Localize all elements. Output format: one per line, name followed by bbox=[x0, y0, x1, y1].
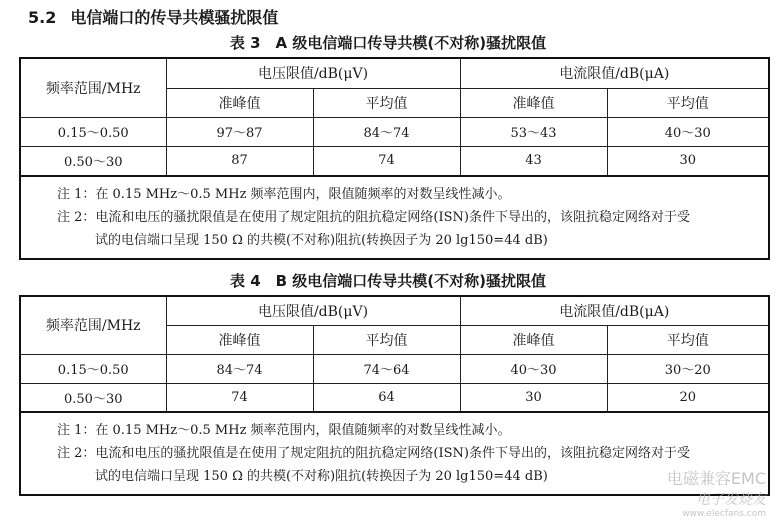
cell: 74 bbox=[166, 383, 313, 412]
note-2-cont: 试的电信端口呈现 150 Ω 的共模(不对称)阻抗(转换因子为 20 lg150=44 dB) bbox=[95, 233, 548, 248]
watermark-line-2: 电子发烧友 bbox=[696, 492, 766, 508]
watermark bbox=[667, 466, 766, 519]
cell: 40～30 bbox=[607, 117, 769, 146]
cell: 43 bbox=[460, 146, 607, 176]
note-1: 注 1：在 0.15 MHz～0.5 MHz 频率范围内，限值随频率的对数呈线性减小。 bbox=[57, 423, 511, 438]
cell: 30 bbox=[607, 146, 769, 176]
current-header: 电流限值/dB(μA) bbox=[460, 296, 769, 325]
table-notes bbox=[20, 412, 769, 495]
cell: 53～43 bbox=[460, 117, 607, 146]
cell: 30 bbox=[460, 383, 607, 412]
table-row bbox=[20, 146, 769, 176]
cell: 84～74 bbox=[166, 354, 313, 383]
watermark-line-3: www.elecfans.com bbox=[682, 509, 766, 519]
cell: 20 bbox=[607, 383, 769, 412]
cell: 74 bbox=[313, 146, 460, 176]
cell: 40～30 bbox=[460, 354, 607, 383]
sub-header: 平均值 bbox=[313, 325, 460, 354]
sub-header: 平均值 bbox=[313, 88, 460, 117]
table-row bbox=[20, 354, 769, 383]
watermark-line-1: 电磁兼容EMC bbox=[666, 469, 766, 488]
table-3 bbox=[19, 57, 770, 260]
note-2: 注 2：电流和电压的骚扰限值是在使用了规定阻抗的阻抗稳定网络(ISN)条件下导出的，该阻抗稳定网络对于受 bbox=[57, 446, 690, 461]
cell: 30～20 bbox=[607, 354, 769, 383]
voltage-header: 电压限值/dB(μV) bbox=[166, 58, 460, 88]
table-3-title: 表 3 A 级电信端口传导共模(不对称)骚扰限值 bbox=[229, 34, 547, 52]
table-4-title: 表 4 B 级电信端口传导共模(不对称)骚扰限值 bbox=[229, 272, 547, 290]
cell: 0.15～0.50 bbox=[20, 117, 166, 146]
cell: 74～64 bbox=[313, 354, 460, 383]
cell: 87 bbox=[166, 146, 313, 176]
table-4 bbox=[19, 295, 770, 496]
sub-header: 平均值 bbox=[607, 88, 769, 117]
sub-header: 准峰值 bbox=[166, 88, 313, 117]
table-row bbox=[20, 383, 769, 412]
sub-header: 准峰值 bbox=[460, 88, 607, 117]
note-1: 注 1：在 0.15 MHz～0.5 MHz 频率范围内，限值随频率的对数呈线性减小。 bbox=[57, 187, 511, 202]
sub-header: 准峰值 bbox=[460, 325, 607, 354]
freq-header: 频率范围/MHz bbox=[20, 58, 166, 117]
note-2: 注 2：电流和电压的骚扰限值是在使用了规定阻抗的阻抗稳定网络(ISN)条件下导出的，该阻抗稳定网络对于受 bbox=[57, 210, 690, 225]
sub-header: 平均值 bbox=[607, 325, 769, 354]
table-row bbox=[20, 117, 769, 146]
sub-header: 准峰值 bbox=[166, 325, 313, 354]
cell: 84～74 bbox=[313, 117, 460, 146]
cell: 64 bbox=[313, 383, 460, 412]
section-heading: 5.2 电信端口的传导共模骚扰限值 bbox=[28, 8, 279, 27]
cell: 0.50～30 bbox=[20, 383, 166, 412]
cell: 0.50～30 bbox=[20, 146, 166, 176]
current-header: 电流限值/dB(μA) bbox=[460, 58, 769, 88]
cell: 97～87 bbox=[166, 117, 313, 146]
cell: 0.15～0.50 bbox=[20, 354, 166, 383]
voltage-header: 电压限值/dB(μV) bbox=[166, 296, 460, 325]
freq-header: 频率范围/MHz bbox=[20, 296, 166, 354]
table-notes bbox=[20, 176, 769, 259]
note-2-cont: 试的电信端口呈现 150 Ω 的共模(不对称)阻抗(转换因子为 20 lg150=44 dB) bbox=[95, 469, 548, 484]
